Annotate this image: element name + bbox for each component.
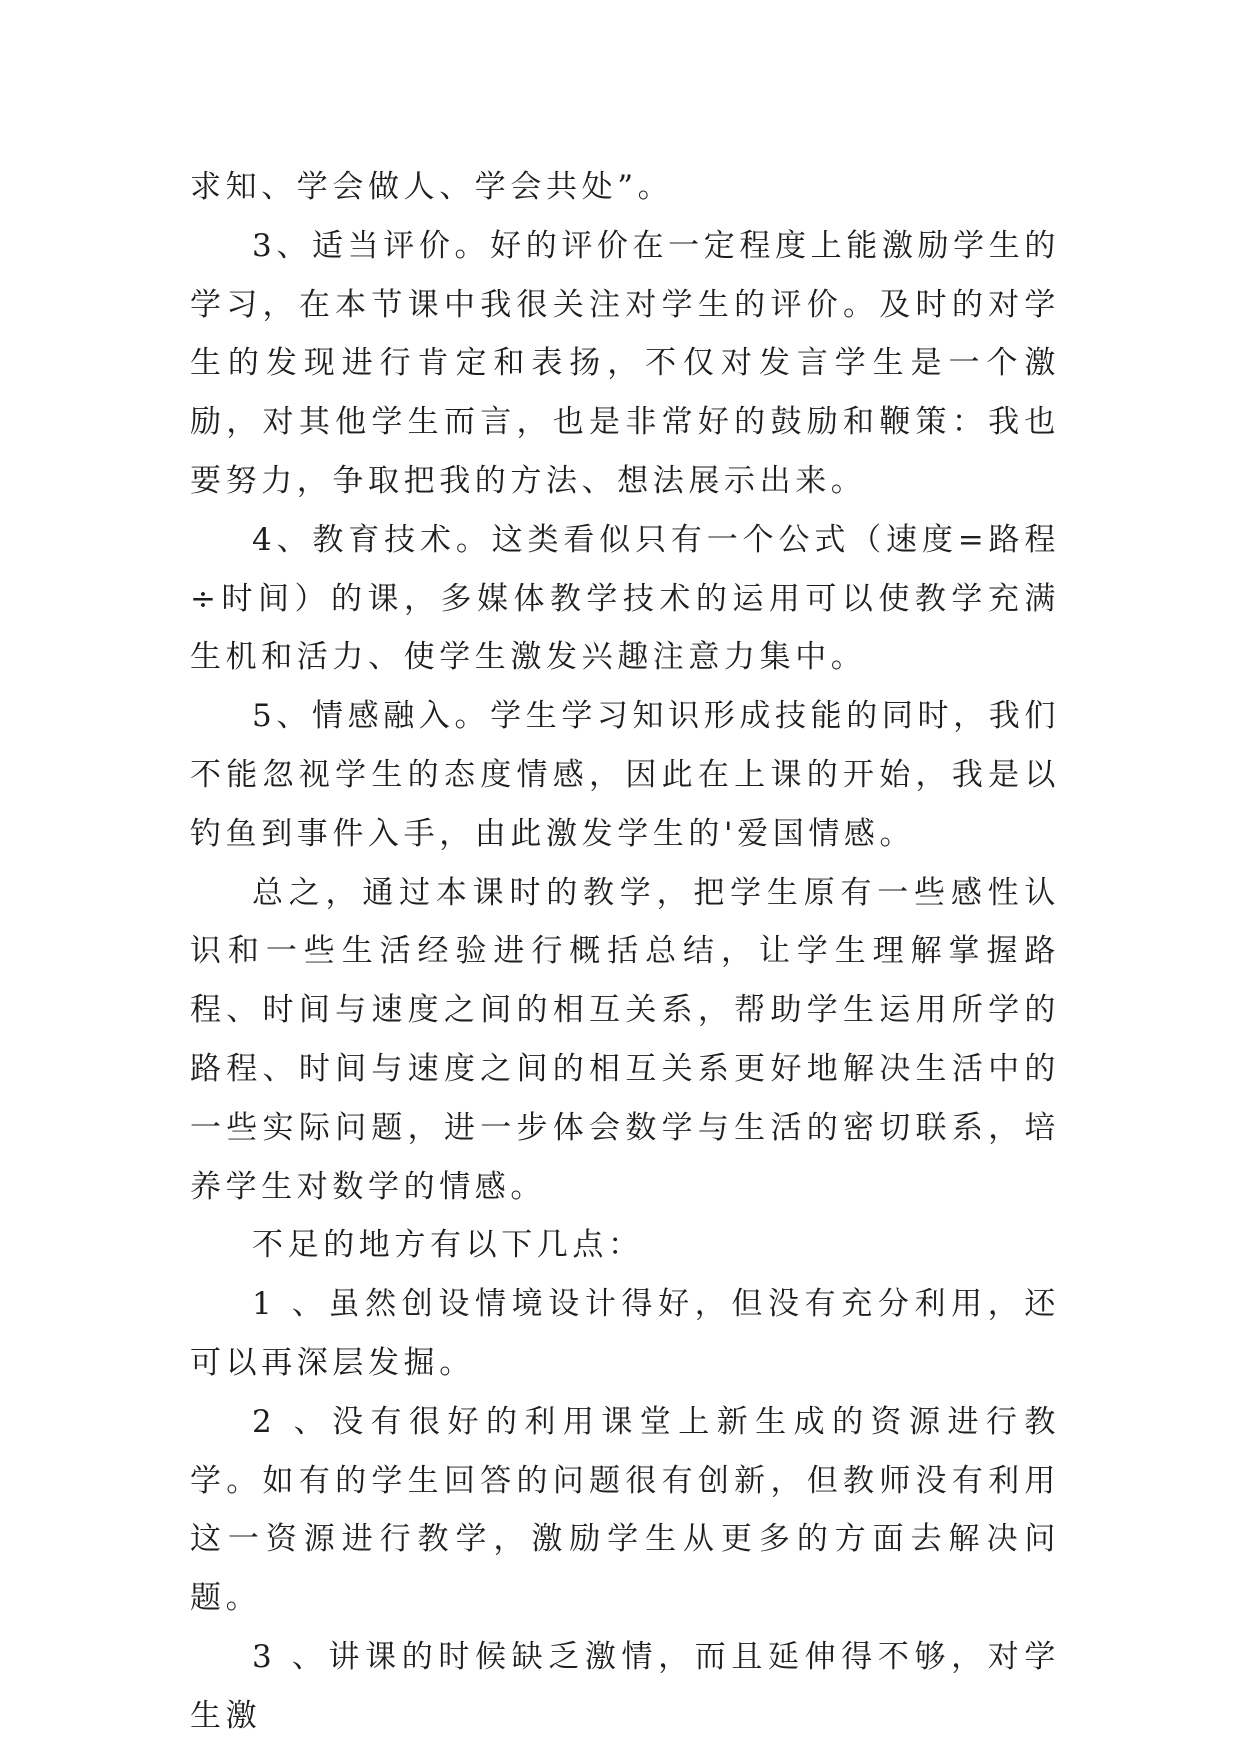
document-body	[190, 158, 1060, 1746]
paragraph-point-4-technology: 4、教育技术。这类看似只有一个公式（速度=路程÷时间）的课，多媒体教学技术的运用可以使教学充满生机和活力、使学生激发兴趣注意力集中。	[190, 521, 1060, 676]
paragraph-point-3-evaluation: 3、适当评价。好的评价在一定程度上能激励学生的学习，在本节课中我很关注对学生的评价。及时的对学生的发现进行肯定和表扬，不仅对发言学生是一个激励，对其他学生而言，也是非常好的鼓励和鞭策：我也要努力，争取把我的方法、想法展示出来。	[190, 227, 1060, 499]
paragraph-shortcoming-2: 2 、没有很好的利用课堂上新生成的资源进行教学。如有的学生回答的问题很有创新，但教师没有利用这一资源进行教学，激励学生从更多的方面去解决问题。	[190, 1403, 1060, 1617]
paragraph-shortcomings-heading: 不足的地方有以下几点：	[252, 1227, 644, 1264]
paragraph-shortcoming-3: 3 、讲课的时候缺乏激情，而且延伸得不够，对学生激	[190, 1638, 1060, 1734]
paragraph-shortcoming-1: 1 、虽然创设情境设计得好，但没有充分利用，还可以再深层发掘。	[190, 1286, 1060, 1381]
paragraph-point-5-emotion: 5、情感融入。学生学习知识形成技能的同时，我们不能忽视学生的态度情感，因此在上课的开始，我是以钓鱼到事件入手，由此激发学生的'爱国情感。	[190, 698, 1060, 852]
paragraph-continuation: 求知、学会做人、学会共处”。	[190, 169, 674, 205]
paragraph-summary: 总之，通过本课时的教学，把学生原有一些感性认识和一些生活经验进行概括总结，让学生理解掌握路程、时间与速度之间的相互关系，帮助学生运用所学的路程、时间与速度之间的相互关系更好地解决生活中的一些实际问题，进一步体会数学与生活的密切联系，培养学生对数学的情感。	[190, 874, 1060, 1205]
